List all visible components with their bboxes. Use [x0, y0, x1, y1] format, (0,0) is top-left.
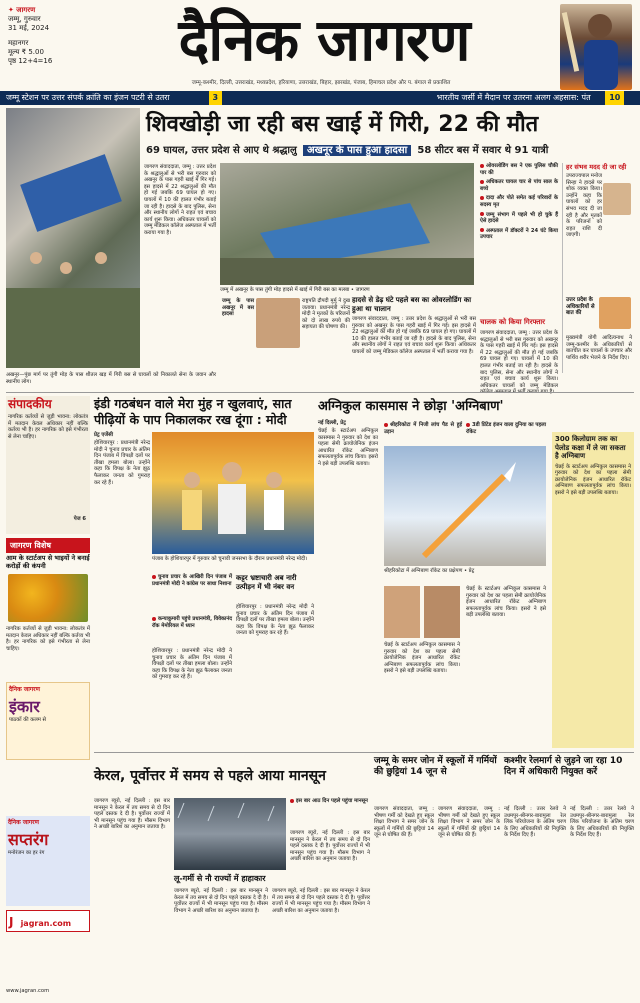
- box-title: जम्मू के पास अखनूर में बस हादसा: [222, 298, 254, 318]
- subhead-left: 69 घायल, उत्तर प्रदेश से आए थे श्रद्धालु: [146, 145, 297, 156]
- inkar-note: पाठकों की कलम से: [9, 717, 47, 723]
- issue-date: 31 मई, 2024: [8, 24, 50, 32]
- sampadkiya-body: नागरिक कर्तव्यों से जुड़ी भावना: लोकतंत्र में मतदान केवल अधिकार नहीं बल्कि कर्तव्य भी है। हर नागरिक को इसे गंभीरता से लेना चाहिए।: [8, 414, 88, 440]
- modi-bullet-1: चुनाव प्रचार के आखिरी दिन पंजाब में प्रधानमंत्री मोदी ने कांग्रेस पर साधा निशाना: [152, 574, 232, 587]
- rocket-caption: श्रीहरिकोटा में अग्निबाण रॉकेट का प्रक्षेपण • प्रेट्र: [384, 568, 475, 574]
- modi-box-headline: कट्टर भ्रष्टाचारी अब नारी उत्पीड़न में भी नंबर वन: [236, 574, 297, 591]
- modi-bullet-2: कन्याकुमारी पहुंचे प्रधानमंत्री, विवेकानंद रॉक मेमोरियल में ध्यान: [152, 616, 232, 629]
- jk-body: जागरण संवाददाता, जम्मू : भीषण गर्मी को देखते हुए स्कूल शिक्षा विभाग ने समर जोन के स्कूलों में गर्मियों की छुट्टियां 14 जून से घोषित की हैं।: [374, 806, 434, 839]
- strip-left-link[interactable]: जम्मू स्टेशन पर उत्तर संपर्क क्रांति का इंजन पटरी से उतरा: [6, 93, 170, 102]
- lg-photo: [603, 183, 631, 215]
- bullet-icon: [466, 423, 470, 427]
- bus-wreck-icon: [220, 163, 474, 285]
- agnikul-sidebox: [552, 432, 634, 748]
- arrest-headline: चालक को किया गिरफ्तार: [480, 318, 545, 326]
- site-badge[interactable]: [6, 910, 90, 932]
- cricketer-photo: [560, 4, 632, 90]
- strip-right-page: 10: [605, 91, 624, 105]
- agnikul-body: चेन्नई के स्टार्टअप अग्निकुल कासमास ने गुरुवार को देश का पहला सेमी क्रायोजेनिक इंजन आधारित रॉकेट अग्निबाण सफलतापूर्वक लांच किया। इसरो ने इसे बड़ी उपलब्धि बताया।: [318, 428, 378, 467]
- site-url[interactable]: www.jagran.com: [6, 988, 50, 994]
- inkar-brand: दैनिक जागरण: [9, 686, 40, 693]
- bullet-icon: [480, 228, 484, 232]
- price: मूल्य ₹ 5.00: [8, 48, 44, 56]
- official-photo-2: [424, 586, 460, 638]
- bullet-icon: [480, 196, 484, 200]
- saptrang-promo[interactable]: [6, 816, 90, 906]
- site-logo-icon: J: [9, 915, 14, 929]
- right-sidebar: [562, 163, 634, 373]
- bus-photo-2: [220, 163, 474, 285]
- inkar-name: इंकार: [9, 697, 40, 716]
- rightcol-body: उपराज्यपाल मनोज सिन्हा ने हादसे पर शोक व्यक्त किया। उन्होंने कहा कि घायलों को हर संभव मदद दी जा रही है और मृतकों के परिजनों को राहत राशि दी जाएगी।: [566, 173, 602, 239]
- monsoon-body-4: जागरण ब्यूरो, नई दिल्ली : इस बार मानसून ने केरल में तय समय से दो दिन पहले दस्तक दे दी है। पूर्वोत्तर राज्यों में भी मानसून पहुंच गया है। मौसम विभाग ने अच्छी बारिश का अनुमान जताया है।: [290, 830, 370, 863]
- bullet-2: अधिकतर घायल चार से पांच साल के बच्चे: [480, 179, 558, 192]
- mid-headline: हादसे से डेढ़ घंटे पहले बस का ओवरलोडिंग का हुआ था चालान: [352, 296, 472, 313]
- edition-name: महानगर: [8, 39, 29, 47]
- divider-2: [94, 752, 634, 753]
- rain-icon: [174, 798, 286, 870]
- subhead-right: 58 सीटर बस में सवार थे 91 यात्री: [417, 145, 549, 156]
- monsoon-headline: केरल, पूर्वोत्तर में समय से पहले आया मानसून: [94, 768, 326, 784]
- bullet-icon: [480, 212, 484, 216]
- strip-right-link[interactable]: भारतीय जर्सी में मैदान पर उतरना अलग अहसास: पंत: [436, 93, 591, 102]
- agnikul-bullet-1: श्रीहरिकोटा में निजी लांच पैड से हुई उड़ान: [384, 422, 462, 435]
- saptrang-name: सप्तरंग: [8, 830, 49, 849]
- site-name: jagran.com: [20, 919, 72, 928]
- agnikul-body-2: चेन्नई के स्टार्टअप अग्निकुल कासमास ने गुरुवार को देश का पहला सेमी क्रायोजेनिक इंजन आधारित रॉकेट अग्निबाण सफलतापूर्वक लांच किया। इसरो ने इसे बड़ी उपलब्धि बताया।: [466, 586, 546, 619]
- vishesh-title: जागरण विशेष: [6, 538, 90, 553]
- rescue-scene-icon: [6, 108, 140, 368]
- vishesh-body: नागरिक कर्तव्यों से जुड़ी भावना: लोकतंत्र में मतदान केवल अधिकार नहीं बल्कि कर्तव्य भी है। हर नागरिक को इसे गंभीरता से लेना चाहिए।: [6, 626, 90, 652]
- box-body: राष्ट्रपति द्रौपदी मुर्मु ने दुख जताया। प्रधानमंत्री नरेन्द्र मोदी ने मृतकों के परिजनों को दो लाख रुपये की सहायता की घोषणा की।: [302, 298, 350, 331]
- jk-body-2: जागरण संवाददाता, जम्मू : भीषण गर्मी को देखते हुए स्कूल शिक्षा विभाग ने समर जोन के स्कूलों में गर्मियों की छुट्टियां 14 जून से घोषित की हैं।: [438, 806, 500, 839]
- edition-info: [8, 6, 64, 66]
- photo2-caption: जम्मू में अखनूर के पास तुंगी मोड़ हादसे में खाई में गिरी बस का मलबा • जागरण: [220, 287, 370, 293]
- sampadkiya-title: संपादकीय: [8, 397, 52, 411]
- bullet-icon: [290, 799, 294, 803]
- monsoon-body-2: जागरण ब्यूरो, नई दिल्ली : इस बार मानसून ने केरल में तय समय से दो दिन पहले दस्तक दे दी है। पूर्वोत्तर राज्यों में भी मानसून पहुंच गया है। मौसम विभाग ने अच्छी बारिश का अनुमान जताया है।: [174, 888, 268, 914]
- rocket-photo: [384, 446, 546, 566]
- city-day: जम्मू, गुरुवार: [8, 15, 41, 23]
- mango-photo: [8, 574, 88, 622]
- modi-photo: [152, 432, 314, 554]
- modi-body-2: होशियारपुर : प्रधानमंत्री नरेन्द्र मोदी ने चुनाव प्रचार के अंतिम दिन पंजाब में विपक्षी दलों पर तीखा हमला बोला। उन्होंने कहा कि विपक्ष के नेता झूठ फैलाकर जनता को गुमराह कर रहे हैं।: [152, 648, 232, 681]
- masthead-logo: दैनिक जागरण: [178, 6, 470, 74]
- cricketer-icon: [560, 4, 632, 90]
- monsoon-photo: [174, 798, 286, 870]
- strip-left-page: 3: [209, 91, 223, 105]
- photo1-caption: अखनूर—पुंछ मार्ग पर तुंगी मोड़ के पास शीतल खड़ में गिरी बस से घायलों को निकालते सेना के जवान और स्थानीय लोग।: [6, 372, 216, 385]
- agnikul-byline: नई दिल्ली, प्रेट्र: [318, 420, 346, 426]
- bullet-3: दादा और पोते समेत कई परिवारों के सदस्य मृत: [480, 195, 558, 208]
- lead-bullets: [480, 163, 558, 313]
- saptrang-note: मनोरंजन का हर रंग: [8, 850, 45, 856]
- sampadkiya-page: पेज 6: [73, 516, 86, 522]
- agnikul-box-body: चेन्नई के स्टार्टअप अग्निकुल कासमास ने गुरुवार को देश का पहला सेमी क्रायोजेनिक इंजन आधारित रॉकेट अग्निबाण सफलतापूर्वक लांच किया। इसरो ने इसे बड़ी उपलब्धि बताया।: [555, 463, 631, 496]
- modi-byline: प्रेट्र एजेंसी: [94, 432, 113, 438]
- edition-badge: ✦ जागरण: [8, 6, 36, 14]
- lead-body: जागरण संवाददाता, जम्मू : उत्तर प्रदेश के श्रद्धालुओं से भरी बस गुरुवार को अखनूर के पास गहरी खाई में गिर गई। इस हादसे में 22 श्रद्धालुओं की मौत हो गई जबकि 69 घायल हो गए। घायलों में 10 की हालत गंभीर बताई जा रही है। हादसे के बाद पुलिस, सेना और स्थानीय लोगों ने राहत एवं बचाव कार्य शुरू किया। अधिकतर घायलों को जम्मू मेडिकल कॉलेज अस्पताल में भर्ती कराया गया है।: [144, 164, 216, 236]
- bullet-4: जम्मू संभाग में पहले भी हो चुके हैं ऐसे हादसे: [480, 211, 558, 225]
- rightcol-second-body: मुख्यमंत्री योगी आदित्यनाथ ने जम्मू-कश्मीर के अधिकारियों से बातचीत कर घायलों के उपचार और पार्थिव शरीर भेजने के निर्देश दिए।: [566, 335, 632, 361]
- inkar-promo[interactable]: [6, 682, 90, 760]
- monsoon-body: जागरण ब्यूरो, नई दिल्ली : इस बार मानसून ने केरल में तय समय से दो दिन पहले दस्तक दे दी है। पूर्वोत्तर राज्यों में भी मानसून पहुंच गया है। मौसम विभाग ने अच्छी बारिश का अनुमान जताया है।: [94, 798, 170, 831]
- bullet-icon: [480, 164, 484, 168]
- lead-headline: शिवखोड़ी जा रही बस खाई में गिरी, 22 की मौत: [146, 112, 539, 137]
- bullet-icon: [480, 180, 484, 184]
- bullet-1: ओवरलोडिंग बस ने एक पुलिस चौकी पार की: [480, 163, 558, 176]
- rail-headline: कश्मीर रेलमार्ग से जुड़ने जा रहा 10 दिन में अधिकारी नियुक्त करें: [504, 756, 623, 777]
- vishesh-headline: आम के स्टार्टअप से भाइयों ने बनाई करोड़ों की कंपनी: [6, 554, 90, 570]
- agnikul-body-3: चेन्नई के स्टार्टअप अग्निकुल कासमास ने गुरुवार को देश का पहला सेमी क्रायोजेनिक इंजन आधारित रॉकेट अग्निबाण सफलतापूर्वक लांच किया। इसरो ने इसे बड़ी उपलब्धि बताया।: [384, 642, 460, 675]
- cm-photo: [599, 297, 631, 329]
- modi-body: होशियारपुर : प्रधानमंत्री नरेन्द्र मोदी ने चुनाव प्रचार के अंतिम दिन पंजाब में विपक्षी दलों पर तीखा हमला बोला। उन्होंने कहा कि विपक्ष के नेता झूठ फैलाकर जनता को गुमराह कर रहे हैं।: [94, 440, 150, 486]
- bullet-icon: [384, 423, 388, 427]
- editions-line: जम्मू-कश्मीर, दिल्ली, उत्तराखंड, मध्यप्रदेश, हरियाणा, उत्तराखंड, बिहार, झारखंड, पंजाब, हिमाचल प्रदेश और प. बंगाल से प्रकाशित: [191, 80, 451, 86]
- top-strip: [0, 91, 640, 105]
- agnikul-bullet-2: 3डी प्रिंटेड इंजन वाला दुनिया का पहला रॉकेट: [466, 422, 546, 435]
- modi-headline: इंडी गठबंधन वाले मेरा मुंह न खुलवाएं, सात पीढ़ियों के पाप निकालकर रख दूंगा : मोदी: [94, 396, 292, 427]
- official-photo-1: [384, 586, 420, 638]
- divider-1: [6, 392, 634, 393]
- rail-body-2: नई दिल्ली : उत्तर रेलवे ने उधमपुर-श्रीनगर-बारामुला रेल लिंक परियोजना के अंतिम चरण के लिए अधिकारियों की नियुक्ति के निर्देश दिए हैं।: [570, 806, 634, 839]
- jk-headline: जम्मू के समर जोन में स्कूलों में गर्मियों की छुट्टियां 14 जून से: [374, 756, 497, 777]
- bullet-5: अस्पताल में डॉक्टरों ने 24 घंटे किया उपचार: [480, 227, 558, 241]
- mid-body: जागरण संवाददाता, जम्मू : उत्तर प्रदेश के श्रद्धालुओं से भरी बस गुरुवार को अखनूर के पास गहरी खाई में गिर गई। इस हादसे में 22 श्रद्धालुओं की मौत हो गई जबकि 69 घायल हो गए। घायलों में 10 की हालत गंभीर बताई जा रही है। हादसे के बाद पुलिस, सेना और स्थानीय लोगों ने राहत एवं बचाव कार्य शुरू किया। अधिकतर घायलों को जम्मू मेडिकल कॉलेज अस्पताल में भर्ती कराया गया है।: [352, 316, 476, 355]
- official-photos: [384, 586, 460, 638]
- monsoon-body-3: जागरण ब्यूरो, नई दिल्ली : इस बार मानसून ने केरल में तय समय से दो दिन पहले दस्तक दे दी है। पूर्वोत्तर राज्यों में भी मानसून पहुंच गया है। मौसम विभाग ने अच्छी बारिश का अनुमान जताया है।: [272, 888, 370, 914]
- monsoon-bullet: इस बार आठ दिन पहले पहुंचा मानसून: [290, 798, 370, 828]
- rightcol-second-title: उत्तर प्रदेश के अधिकारियों से बात की: [566, 297, 595, 317]
- sampadkiya-box: [6, 396, 90, 534]
- saptrang-brand: दैनिक जागरण: [8, 819, 39, 826]
- agnikul-box-title: 300 किलोग्राम तक का पेलोड कक्षा में ले जा सकता है अग्निबाण: [555, 435, 626, 460]
- modi-photo-caption: पंजाब के होशियारपुर में गुरुवार को चुनावी जनसभा के दौरान प्रधानमंत्री नरेन्द्र मोदी।: [152, 556, 308, 562]
- rail-body: नई दिल्ली : उत्तर रेलवे ने उधमपुर-श्रीनगर-बारामुला रेल लिंक परियोजना के अंतिम चरण के लिए अधिकारियों की नियुक्ति के निर्देश दिए हैं।: [504, 806, 566, 839]
- rally-stage-icon: [152, 432, 314, 554]
- rightcol-title: हर संभव मदद दी जा रही: [566, 163, 627, 171]
- rocket-icon: [384, 446, 546, 566]
- lead-subheads: [146, 143, 634, 159]
- modi-box-body: होशियारपुर : प्रधानमंत्री नरेन्द्र मोदी ने चुनाव प्रचार के अंतिम दिन पंजाब में विपक्षी दलों पर तीखा हमला बोला। उन्होंने कहा कि विपक्ष के नेता झूठ फैलाकर जनता को गुमराह कर रहे हैं।: [236, 604, 314, 637]
- bullet-icon: [152, 575, 156, 579]
- bullet-icon: [152, 617, 156, 621]
- arrest-body: जागरण संवाददाता, जम्मू : उत्तर प्रदेश के श्रद्धालुओं से भरी बस गुरुवार को अखनूर के पास गहरी खाई में गिर गई। इस हादसे में 22 श्रद्धालुओं की मौत हो गई जबकि 69 घायल हो गए। घायलों में 10 की हालत गंभीर बताई जा रही है। हादसे के बाद पुलिस, सेना और स्थानीय लोगों ने राहत एवं बचाव कार्य शुरू किया। अधिकतर घायलों को जम्मू मेडिकल: [480, 330, 558, 389]
- agnikul-headline: अग्निकुल कासमास ने छोड़ा 'अग्निबाण': [318, 399, 504, 414]
- subhead-box: अखनूर के पास हुआ हादसा: [303, 145, 411, 156]
- bus-photo-1: [6, 108, 140, 368]
- box-photo: [256, 298, 300, 348]
- monsoon-subheadline: लू-गर्मी से नौ राज्यों में हाहाकार: [174, 874, 266, 883]
- page-count: पृष्ठ 12+4=16: [8, 57, 53, 65]
